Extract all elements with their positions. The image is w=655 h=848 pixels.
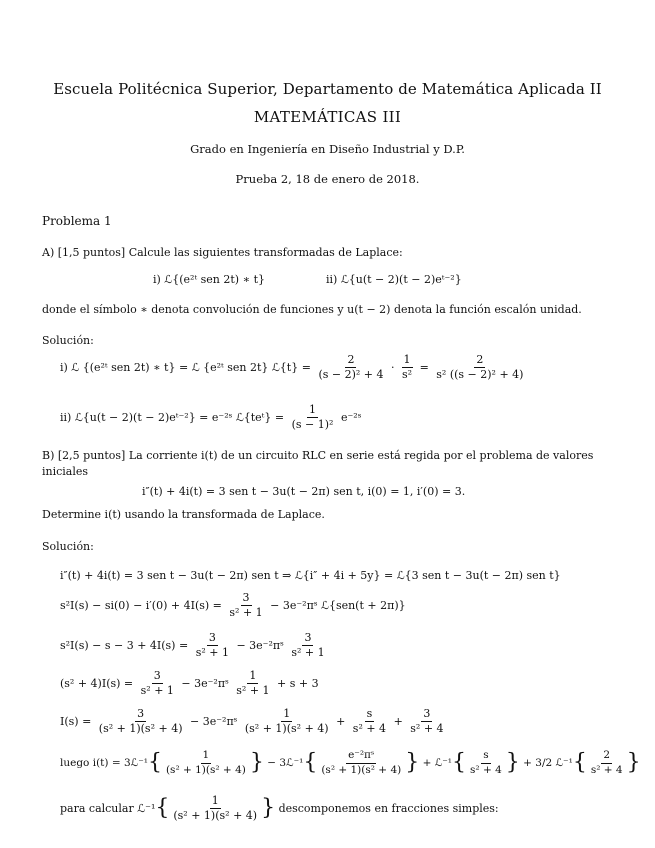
frac-num: 1 (201, 750, 212, 764)
sol-i-frac-3 (434, 354, 525, 381)
l6-frac-1 (164, 750, 248, 776)
plus: + (393, 715, 403, 729)
l2-rhs: − 3e⁻²πˢ ℒ{sen(t + 2π)} (270, 599, 406, 613)
frac-num: 1 (307, 404, 318, 418)
frac-den: (s − 2)² + 4 (318, 368, 384, 382)
solution-b-line-2 (60, 592, 406, 619)
l4-frac-2 (234, 670, 271, 697)
l5-lhs: I(s) = (60, 715, 92, 729)
frac-den: s² + 1 (140, 684, 174, 698)
frac-num: 2 (601, 750, 612, 764)
l2-frac (227, 592, 264, 619)
solution-b-line-7: para calcular ℒ⁻¹{ $\frac{1}{\text{(s² + 1)(s² + 4)}}$ } descomponemos en fracciones simples: (60, 794, 499, 823)
frac-den: s² + 1 (236, 684, 270, 698)
course-title: MATEMÁTICAS III (253, 108, 402, 126)
l4-mid: − 3e⁻²πˢ (181, 677, 229, 691)
plus: + (336, 715, 346, 729)
l4-frac-1 (139, 670, 176, 697)
l6-frac-2 (319, 750, 403, 776)
frac-den: s² + 4 (470, 763, 502, 776)
l3-frac-1 (194, 632, 231, 659)
frac-num: 3 (135, 708, 146, 722)
frac-num: 2 (474, 354, 485, 368)
frac-num: 3 (152, 670, 163, 684)
solution-b-line-6: luego i(t) = 3ℒ⁻¹{ $\frac{1}{\text{(s² + 1)(s² + 4)}}$ } − 3ℒ⁻¹{ $\frac{\text{e⁻²πˢ}}{\text{(s² + 1)(s² + 4)}}$ } + ℒ⁻¹{ $\frac{s}{\text{s² + 4}}$ } + 3/2 ℒ⁻¹{ $\frac{2}{\text{s² + 4}}$ } (60, 749, 641, 776)
frac-num: s (481, 750, 490, 764)
l5-mid: − 3e⁻²πˢ (190, 715, 238, 729)
solution-b-line-3 (60, 632, 329, 659)
frac-den: s² + 4 (590, 763, 623, 776)
l7-frac (171, 795, 259, 822)
frac-num: 3 (421, 708, 432, 722)
sol-ii-lhs: ii) ℒ{u(t − 2)(t − 2)eᵗ⁻²} = e⁻²ˢ ℒ{teᵗ} = (60, 411, 285, 425)
sol-i-frac-2 (400, 354, 414, 381)
l7-rhs: descomponemos en fracciones simples: (278, 802, 499, 816)
l6-lhs: luego i(t) = 3ℒ⁻¹ (60, 757, 148, 770)
solution-a-label: Solución: (42, 334, 94, 347)
part-a-statement: A) [1,5 puntos] Calcule las siguientes transformadas de Laplace: (42, 246, 403, 259)
frac-num: 2 (345, 354, 356, 368)
frac-num: 3 (207, 632, 218, 646)
part-b-statement-2: iniciales (42, 465, 89, 478)
solution-b-line-1: i″(t) + 4i(t) = 3 sen t − 3u(t − 2π) sen t ⇒ ℒ{i″ + 4i + 5y} = ℒ{3 sen t − 3u(t − 2π) sen t} (60, 569, 561, 582)
frac-den: (s² + 1)(s² + 4) (98, 722, 183, 736)
part-b-statement-1: B) [2,5 puntos] La corriente i(t) de un circuito RLC en serie está regida por el problema de valores (42, 449, 594, 462)
frac-den: s² + 1 (291, 646, 325, 660)
l5-frac-4 (408, 708, 445, 735)
frac-den: (s² + 1)(s² + 4) (321, 763, 402, 776)
frac-den: (s² + 1)(s² + 4) (165, 763, 246, 776)
l3-lhs: s²I(s) − s − 3 + 4I(s) = (60, 639, 189, 653)
exam-date-line: Prueba 2, 18 de enero de 2018. (235, 172, 420, 186)
solution-b-line-4 (60, 670, 319, 697)
solution-b-line-5 (60, 708, 448, 735)
institution-header: Escuela Politécnica Superior, Departamento de Matemática Aplicada II (53, 80, 602, 98)
l4-lhs: (s² + 4)I(s) = (60, 677, 134, 691)
part-b-task: Determine i(t) usando la transformada de Laplace. (42, 508, 325, 521)
frac-num: 1 (281, 708, 292, 722)
part-a-note: donde el símbolo ∗ denota convolución de funciones y u(t − 2) denota la función escalón unidad. (42, 303, 582, 316)
l7-lhs: para calcular ℒ⁻¹ (60, 802, 156, 816)
frac-num: 1 (210, 795, 221, 809)
l6-mid: − 3ℒ⁻¹ (267, 757, 304, 770)
l6-plus2: + 3/2 ℒ⁻¹ (523, 757, 573, 770)
l6-plus: + ℒ⁻¹ (422, 757, 453, 770)
l4-tail: + s + 3 (277, 677, 319, 691)
frac-den: s² + 1 (229, 606, 263, 620)
degree-line: Grado en Ingeniería en Diseño Industrial y D.P. (190, 142, 465, 156)
solution-a-line-i (60, 354, 527, 381)
frac-num: 1 (402, 354, 413, 368)
l6-frac-4 (589, 750, 625, 776)
frac-den: (s² + 1)(s² + 4) (244, 722, 329, 736)
frac-den: s² (402, 368, 413, 382)
sol-i-frac-1 (316, 354, 385, 381)
l5-frac-3 (351, 708, 388, 735)
frac-den: s² + 1 (195, 646, 229, 660)
l6-frac-3 (468, 750, 504, 776)
l5-frac-1 (97, 708, 185, 735)
frac-den: (s² + 1)(s² + 4) (173, 809, 258, 823)
problem-title: Problema 1 (42, 214, 112, 228)
solution-b-label: Solución: (42, 540, 94, 553)
frac-num: 3 (241, 592, 252, 606)
frac-den: s² ((s − 2)² + 4) (436, 368, 524, 382)
equals: = (419, 361, 429, 375)
sol-i-lhs: i) ℒ {(e²ᵗ sen 2t) ∗ t} = ℒ {e²ᵗ sen 2t} ℒ{t} = (60, 361, 311, 375)
solution-a-line-ii (60, 404, 361, 431)
l3-mid: − 3e⁻²πˢ (236, 639, 284, 653)
sol-ii-tail: e⁻²ˢ (340, 411, 362, 425)
l2-lhs: s²I(s) − si(0) − i′(0) + 4I(s) = (60, 599, 222, 613)
l5-frac-2 (243, 708, 331, 735)
part-b-equation: i″(t) + 4i(t) = 3 sen t − 3u(t − 2π) sen t, i(0) = 1, i′(0) = 3. (142, 485, 466, 498)
sol-ii-frac (290, 404, 336, 431)
part-a-item-i: i) ℒ{(e²ᵗ sen 2t) ∗ t} (153, 273, 265, 286)
dot: · (391, 361, 395, 375)
l3-frac-2 (289, 632, 326, 659)
frac-num: e⁻²πˢ (346, 750, 376, 764)
frac-den: (s − 1)² (291, 418, 334, 432)
frac-num: 3 (302, 632, 313, 646)
frac-num: s (365, 708, 375, 722)
frac-num: 1 (247, 670, 258, 684)
part-a-item-ii: ii) ℒ{u(t − 2)(t − 2)eᵗ⁻²} (326, 273, 462, 286)
frac-den: s² + 4 (410, 722, 444, 736)
frac-den: s² + 4 (352, 722, 387, 736)
